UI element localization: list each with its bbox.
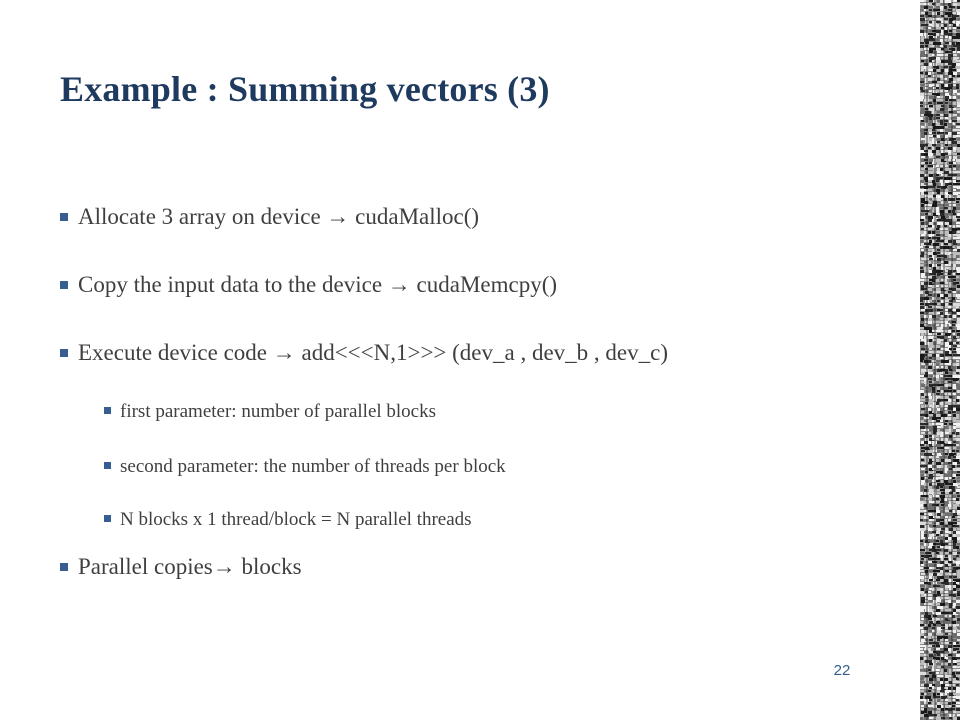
square-bullet-icon	[104, 462, 111, 469]
page-number: 22	[833, 662, 851, 679]
bullet-item	[60, 340, 668, 366]
sub-bullet-item	[104, 509, 472, 531]
texture-pattern	[920, 0, 960, 720]
sub-bullet-text: first parameter: number of parallel blocks	[120, 401, 437, 422]
bullet-item	[60, 204, 479, 230]
slide-title: Example : Summing vectors (3)	[60, 69, 550, 109]
sub-bullet-item	[104, 456, 506, 478]
square-bullet-icon	[60, 349, 68, 357]
bullet-item	[60, 272, 557, 298]
decorative-border	[920, 0, 960, 720]
square-bullet-icon	[104, 407, 111, 414]
bullet-item	[60, 554, 302, 580]
bullet-text: Execute device code → add<<<N,1>>> (dev_a , dev_b , dev_c)	[78, 340, 669, 365]
square-bullet-icon	[104, 515, 111, 522]
bullet-text: Parallel copies→ blocks	[78, 554, 302, 579]
bullet-text: Copy the input data to the device → cudaMemcpy()	[78, 272, 558, 297]
sub-bullet-text: second parameter: the number of threads per block	[120, 456, 506, 477]
square-bullet-icon	[60, 213, 68, 221]
square-bullet-icon	[60, 563, 68, 571]
bullet-text: Allocate 3 array on device → cudaMalloc()	[78, 204, 480, 229]
square-bullet-icon	[60, 281, 68, 289]
sub-bullet-item	[104, 401, 436, 423]
sub-bullet-text: N blocks x 1 thread/block = N parallel threads	[120, 509, 472, 530]
